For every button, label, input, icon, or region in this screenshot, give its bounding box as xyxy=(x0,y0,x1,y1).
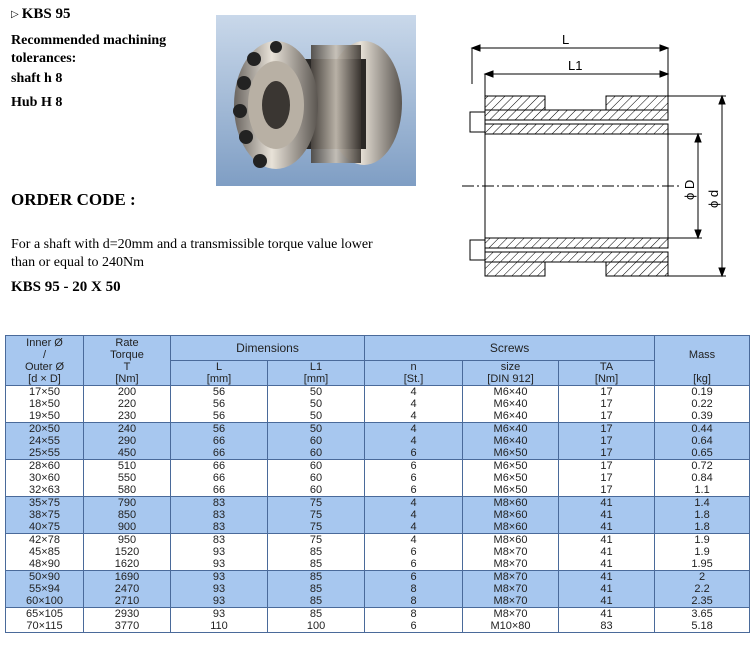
cell-n: 4 xyxy=(365,534,463,547)
cell-TA: 17 xyxy=(559,472,655,484)
cell-n: 4 xyxy=(365,521,463,534)
cell-TA: 17 xyxy=(559,398,655,410)
cell-size: M8×60 xyxy=(463,534,559,547)
cell-mass: 1.8 xyxy=(655,509,750,521)
cell-L: 66 xyxy=(171,472,268,484)
cell-TA: 17 xyxy=(559,435,655,447)
cell-L: 93 xyxy=(171,583,268,595)
cell-diameter: 20×50 xyxy=(6,423,84,436)
label-d: ϕ d xyxy=(706,189,721,208)
cell-n: 6 xyxy=(365,571,463,584)
table-row xyxy=(6,595,750,608)
cell-TA: 17 xyxy=(559,386,655,399)
order-code-heading: ORDER CODE : xyxy=(11,190,136,209)
table-row xyxy=(6,423,750,436)
cell-n: 4 xyxy=(365,423,463,436)
cell-L: 93 xyxy=(171,546,268,558)
cell-L: 93 xyxy=(171,571,268,584)
cell-L: 66 xyxy=(171,484,268,497)
cell-torque: 580 xyxy=(84,484,171,497)
table-row xyxy=(6,484,750,497)
header-mass: Mass [kg] xyxy=(655,336,750,386)
cell-size: M6×50 xyxy=(463,460,559,473)
cell-torque: 200 xyxy=(84,386,171,399)
table-row xyxy=(6,460,750,473)
hub-tolerance: Hub H 8 xyxy=(11,95,63,110)
cell-torque: 2470 xyxy=(84,583,171,595)
cell-mass: 1.95 xyxy=(655,558,750,571)
cell-diameter: 30×60 xyxy=(6,472,84,484)
specification-table xyxy=(5,335,750,633)
cell-TA: 41 xyxy=(559,571,655,584)
cell-mass: 1.9 xyxy=(655,534,750,547)
cell-TA: 41 xyxy=(559,509,655,521)
table-row xyxy=(6,398,750,410)
cell-diameter: 24×55 xyxy=(6,435,84,447)
table-row xyxy=(6,558,750,571)
table-row xyxy=(6,521,750,534)
cell-mass: 0.44 xyxy=(655,423,750,436)
cell-size: M8×60 xyxy=(463,509,559,521)
cell-size: M8×70 xyxy=(463,595,559,608)
technical-drawing xyxy=(430,18,750,290)
table-row xyxy=(6,608,750,621)
cell-L: 66 xyxy=(171,435,268,447)
cell-L: 66 xyxy=(171,447,268,460)
order-code-example: KBS 95 - 20 X 50 xyxy=(11,279,121,295)
cell-diameter: 45×85 xyxy=(6,546,84,558)
cell-L1: 85 xyxy=(268,583,365,595)
cell-n: 6 xyxy=(365,472,463,484)
cell-mass: 0.65 xyxy=(655,447,750,460)
cell-size: M8×70 xyxy=(463,583,559,595)
cell-diameter: 18×50 xyxy=(6,398,84,410)
cell-L: 93 xyxy=(171,558,268,571)
cell-TA: 17 xyxy=(559,460,655,473)
cell-size: M6×50 xyxy=(463,484,559,497)
cell-n: 4 xyxy=(365,410,463,423)
cell-diameter: 55×94 xyxy=(6,583,84,595)
cell-n: 6 xyxy=(365,460,463,473)
cell-n: 4 xyxy=(365,509,463,521)
cell-TA: 41 xyxy=(559,608,655,621)
cell-torque: 850 xyxy=(84,509,171,521)
cell-torque: 2710 xyxy=(84,595,171,608)
cell-n: 6 xyxy=(365,620,463,633)
table-row xyxy=(6,620,750,633)
cell-diameter: 17×50 xyxy=(6,386,84,399)
cell-size: M8×70 xyxy=(463,558,559,571)
cell-diameter: 60×100 xyxy=(6,595,84,608)
table-row xyxy=(6,410,750,423)
cell-diameter: 35×75 xyxy=(6,497,84,510)
cell-torque: 950 xyxy=(84,534,171,547)
cell-diameter: 40×75 xyxy=(6,521,84,534)
cell-L1: 60 xyxy=(268,484,365,497)
cell-torque: 900 xyxy=(84,521,171,534)
cell-mass: 0.19 xyxy=(655,386,750,399)
cell-L1: 75 xyxy=(268,534,365,547)
cell-size: M8×70 xyxy=(463,546,559,558)
cell-diameter: 38×75 xyxy=(6,509,84,521)
cell-n: 4 xyxy=(365,398,463,410)
cell-L1: 85 xyxy=(268,546,365,558)
order-description xyxy=(11,236,411,272)
cell-mass: 2.2 xyxy=(655,583,750,595)
table-row xyxy=(6,472,750,484)
cell-mass: 1.4 xyxy=(655,497,750,510)
cell-torque: 290 xyxy=(84,435,171,447)
cell-L1: 60 xyxy=(268,435,365,447)
cell-L1: 85 xyxy=(268,571,365,584)
cell-torque: 240 xyxy=(84,423,171,436)
label-D: ϕ D xyxy=(682,179,697,200)
cell-L: 56 xyxy=(171,398,268,410)
cell-TA: 17 xyxy=(559,423,655,436)
cell-torque: 1690 xyxy=(84,571,171,584)
cell-mass: 5.18 xyxy=(655,620,750,633)
cell-size: M8×70 xyxy=(463,571,559,584)
cell-diameter: 50×90 xyxy=(6,571,84,584)
cell-diameter: 42×78 xyxy=(6,534,84,547)
cell-L1: 75 xyxy=(268,521,365,534)
cell-diameter: 28×60 xyxy=(6,460,84,473)
cell-mass: 0.22 xyxy=(655,398,750,410)
cell-n: 8 xyxy=(365,583,463,595)
cell-size: M6×50 xyxy=(463,472,559,484)
cell-n: 4 xyxy=(365,386,463,399)
cell-n: 6 xyxy=(365,546,463,558)
cell-L1: 60 xyxy=(268,447,365,460)
cell-torque: 3770 xyxy=(84,620,171,633)
table-row xyxy=(6,509,750,521)
product-photo xyxy=(216,15,416,186)
cell-diameter: 48×90 xyxy=(6,558,84,571)
header-L: L [mm] xyxy=(171,361,268,386)
cell-torque: 1520 xyxy=(84,546,171,558)
cell-mass: 2 xyxy=(655,571,750,584)
cell-L: 83 xyxy=(171,497,268,510)
table-row xyxy=(6,435,750,447)
label-L: L xyxy=(562,32,570,47)
cell-mass: 2.35 xyxy=(655,595,750,608)
header-dimensions: Dimensions xyxy=(171,336,365,361)
cell-TA: 41 xyxy=(559,558,655,571)
cell-n: 6 xyxy=(365,447,463,460)
cell-size: M6×40 xyxy=(463,423,559,436)
cell-TA: 41 xyxy=(559,546,655,558)
cell-n: 8 xyxy=(365,608,463,621)
cell-torque: 220 xyxy=(84,398,171,410)
header-L1: L1 [mm] xyxy=(268,361,365,386)
cell-TA: 41 xyxy=(559,521,655,534)
cell-torque: 2930 xyxy=(84,608,171,621)
cell-n: 4 xyxy=(365,497,463,510)
tolerances-block xyxy=(11,32,211,112)
cell-L: 83 xyxy=(171,521,268,534)
cell-TA: 41 xyxy=(559,534,655,547)
cell-L1: 75 xyxy=(268,509,365,521)
cell-diameter: 25×55 xyxy=(6,447,84,460)
cell-size: M6×40 xyxy=(463,410,559,423)
cell-size: M8×60 xyxy=(463,497,559,510)
cell-mass: 1.1 xyxy=(655,484,750,497)
cell-n: 8 xyxy=(365,595,463,608)
cell-L1: 75 xyxy=(268,497,365,510)
cell-mass: 1.8 xyxy=(655,521,750,534)
cell-L1: 60 xyxy=(268,460,365,473)
cell-diameter: 70×115 xyxy=(6,620,84,633)
table-row xyxy=(6,497,750,510)
cell-mass: 0.39 xyxy=(655,410,750,423)
cell-TA: 83 xyxy=(559,620,655,633)
cell-L1: 50 xyxy=(268,386,365,399)
cell-L1: 85 xyxy=(268,608,365,621)
table-row xyxy=(6,546,750,558)
cell-L: 93 xyxy=(171,595,268,608)
cell-size: M6×40 xyxy=(463,398,559,410)
cell-L: 56 xyxy=(171,410,268,423)
cell-L1: 50 xyxy=(268,423,365,436)
cell-diameter: 32×63 xyxy=(6,484,84,497)
cell-mass: 0.72 xyxy=(655,460,750,473)
cell-n: 6 xyxy=(365,484,463,497)
product-title: ▷ KBS 95 xyxy=(11,6,71,22)
cell-size: M6×40 xyxy=(463,435,559,447)
cell-L1: 60 xyxy=(268,472,365,484)
cell-L: 83 xyxy=(171,509,268,521)
cell-torque: 230 xyxy=(84,410,171,423)
cell-L: 56 xyxy=(171,423,268,436)
cell-size: M6×40 xyxy=(463,386,559,399)
cell-size: M8×60 xyxy=(463,521,559,534)
cell-L1: 50 xyxy=(268,398,365,410)
table-row xyxy=(6,386,750,399)
cell-mass: 3.65 xyxy=(655,608,750,621)
cell-L1: 85 xyxy=(268,558,365,571)
cell-TA: 17 xyxy=(559,410,655,423)
label-L1: L1 xyxy=(568,58,583,73)
cell-torque: 790 xyxy=(84,497,171,510)
cell-size: M10×80 xyxy=(463,620,559,633)
cell-L1: 100 xyxy=(268,620,365,633)
table-row xyxy=(6,583,750,595)
table-row xyxy=(6,571,750,584)
cell-torque: 510 xyxy=(84,460,171,473)
cell-n: 4 xyxy=(365,435,463,447)
cell-diameter: 65×105 xyxy=(6,608,84,621)
cell-L1: 50 xyxy=(268,410,365,423)
table-row xyxy=(6,447,750,460)
table-row xyxy=(6,534,750,547)
cell-mass: 0.84 xyxy=(655,472,750,484)
cell-L: 56 xyxy=(171,386,268,399)
cell-L: 110 xyxy=(171,620,268,633)
cell-n: 6 xyxy=(365,558,463,571)
header-diameter: Inner Ø / Outer Ø [d × D] xyxy=(6,336,84,386)
tolerances-heading: Recommended machining tolerances: xyxy=(11,33,167,66)
cell-L: 83 xyxy=(171,534,268,547)
cell-TA: 41 xyxy=(559,583,655,595)
header-torque: Rate Torque T [Nm] xyxy=(84,336,171,386)
header-TA: TA [Nm] xyxy=(559,361,655,386)
cell-torque: 550 xyxy=(84,472,171,484)
cell-diameter: 19×50 xyxy=(6,410,84,423)
cell-mass: 1.9 xyxy=(655,546,750,558)
triangle-bullet-icon: ▷ xyxy=(11,9,19,20)
order-description-line: For a shaft with d=20mm and a transmissible torque value lower xyxy=(11,237,373,252)
cell-torque: 450 xyxy=(84,447,171,460)
header-size: size [DIN 912] xyxy=(463,361,559,386)
cell-TA: 41 xyxy=(559,497,655,510)
cell-TA: 17 xyxy=(559,447,655,460)
specification-table-body xyxy=(6,386,750,633)
cell-size: M8×70 xyxy=(463,608,559,621)
cell-size: M6×50 xyxy=(463,447,559,460)
shaft-tolerance: shaft h 8 xyxy=(11,71,63,86)
cell-L: 66 xyxy=(171,460,268,473)
cell-mass: 0.64 xyxy=(655,435,750,447)
header-n: n [St.] xyxy=(365,361,463,386)
order-description-line: than or equal to 240Nm xyxy=(11,255,144,270)
cell-TA: 41 xyxy=(559,595,655,608)
header-screws: Screws xyxy=(365,336,655,361)
cell-torque: 1620 xyxy=(84,558,171,571)
cell-L: 93 xyxy=(171,608,268,621)
cell-L1: 85 xyxy=(268,595,365,608)
cell-TA: 17 xyxy=(559,484,655,497)
